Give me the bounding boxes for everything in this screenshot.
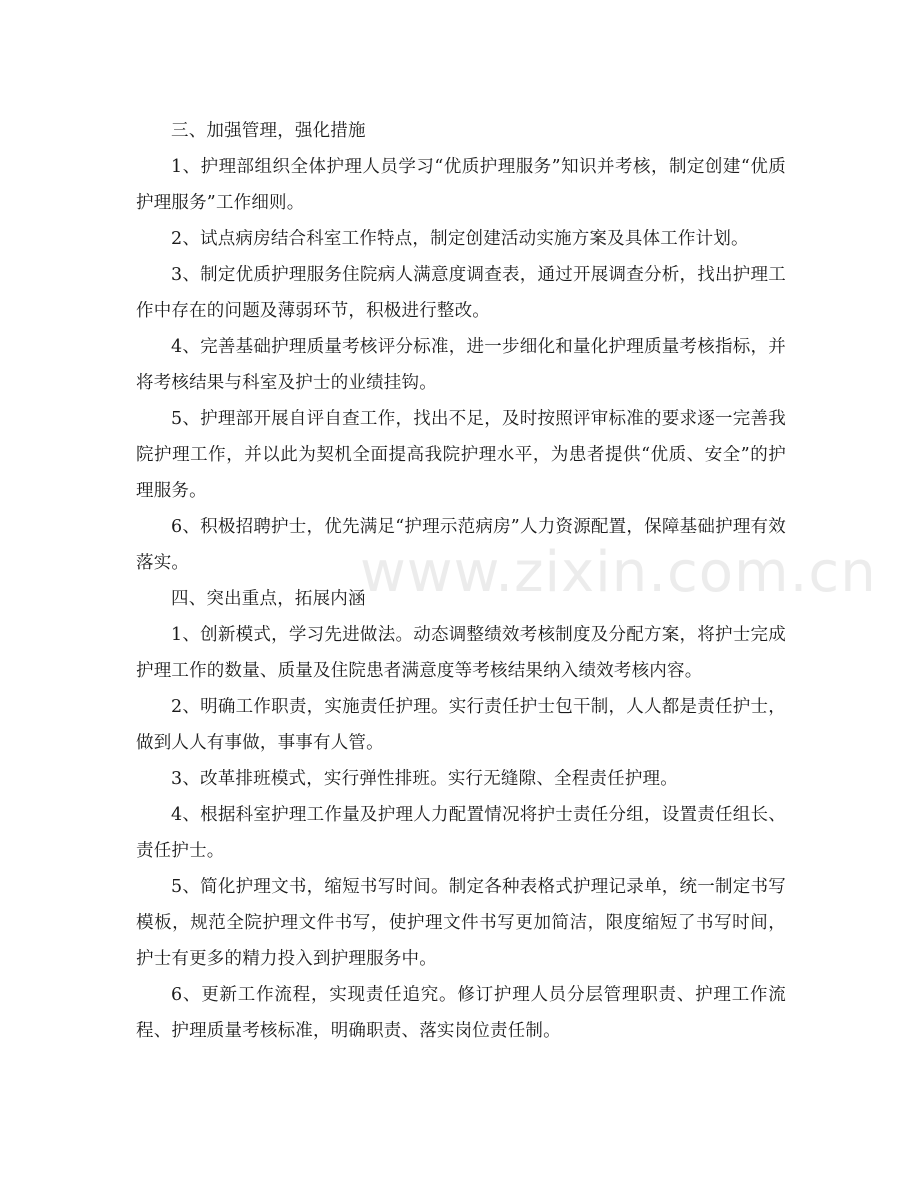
document-body <box>136 113 786 1049</box>
paragraph: 3、制定优质护理服务住院病人满意度调查表，通过开展调查分析，找出护理工作中存在的问题及薄弱环节，积极进行整改。 <box>136 265 786 321</box>
paragraph: 3、改革排班模式，实行弹性排班。实行无缝隙、全程责任护理。 <box>171 769 678 789</box>
paragraph: 1、护理部组织全体护理人员学习“优质护理服务”知识并考核，制定创建“优质护理服务”工作细则。 <box>136 157 786 213</box>
paragraph: 2、试点病房结合科室工作特点，制定创建活动实施方案及具体工作计划。 <box>171 229 749 249</box>
paragraph: 4、根据科室护理工作量及护理人力配置情况将护士责任分组，设置责任组长、责任护士。 <box>136 805 786 861</box>
paragraph: 5、简化护理文书，缩短书写时间。制定各种表格式护理记录单，统一制定书写模板，规范全院护理文件书写，使护理文件书写更加简洁，限度缩短了书写时间，护士有更多的精力投入到护理服务中。 <box>136 877 786 969</box>
paragraph: 6、更新工作流程，实现责任追究。修订护理人员分层管理职责、护理工作流程、护理质量考核标准，明确职责、落实岗位责任制。 <box>136 985 786 1041</box>
paragraph: 6、积极招聘护士，优先满足“护理示范病房”人力资源配置，保障基础护理有效落实。 <box>136 517 786 573</box>
watermark: www.zixin.com.cn <box>360 540 877 605</box>
paragraph: 4、完善基础护理质量考核评分标准，进一步细化和量化护理质量考核指标，并将考核结果与科室及护士的业绩挂钩。 <box>136 337 786 393</box>
paragraph: 1、创新模式，学习先进做法。动态调整绩效考核制度及分配方案，将护士完成护理工作的数量、质量及住院患者满意度等考核结果纳入绩效考核内容。 <box>136 625 786 681</box>
paragraph: 5、护理部开展自评自查工作，找出不足，及时按照评审标准的要求逐一完善我院护理工作，并以此为契机全面提高我院护理水平，为患者提供“优质、安全”的护理服务。 <box>136 409 786 501</box>
paragraph: 2、明确工作职责，实施责任护理。实行责任护士包干制，人人都是责任护士，做到人人有事做，事事有人管。 <box>136 697 786 753</box>
section-heading-4: 四、突出重点，拓展内涵 <box>171 589 366 609</box>
section-heading-3: 三、加强管理，强化措施 <box>171 121 366 141</box>
